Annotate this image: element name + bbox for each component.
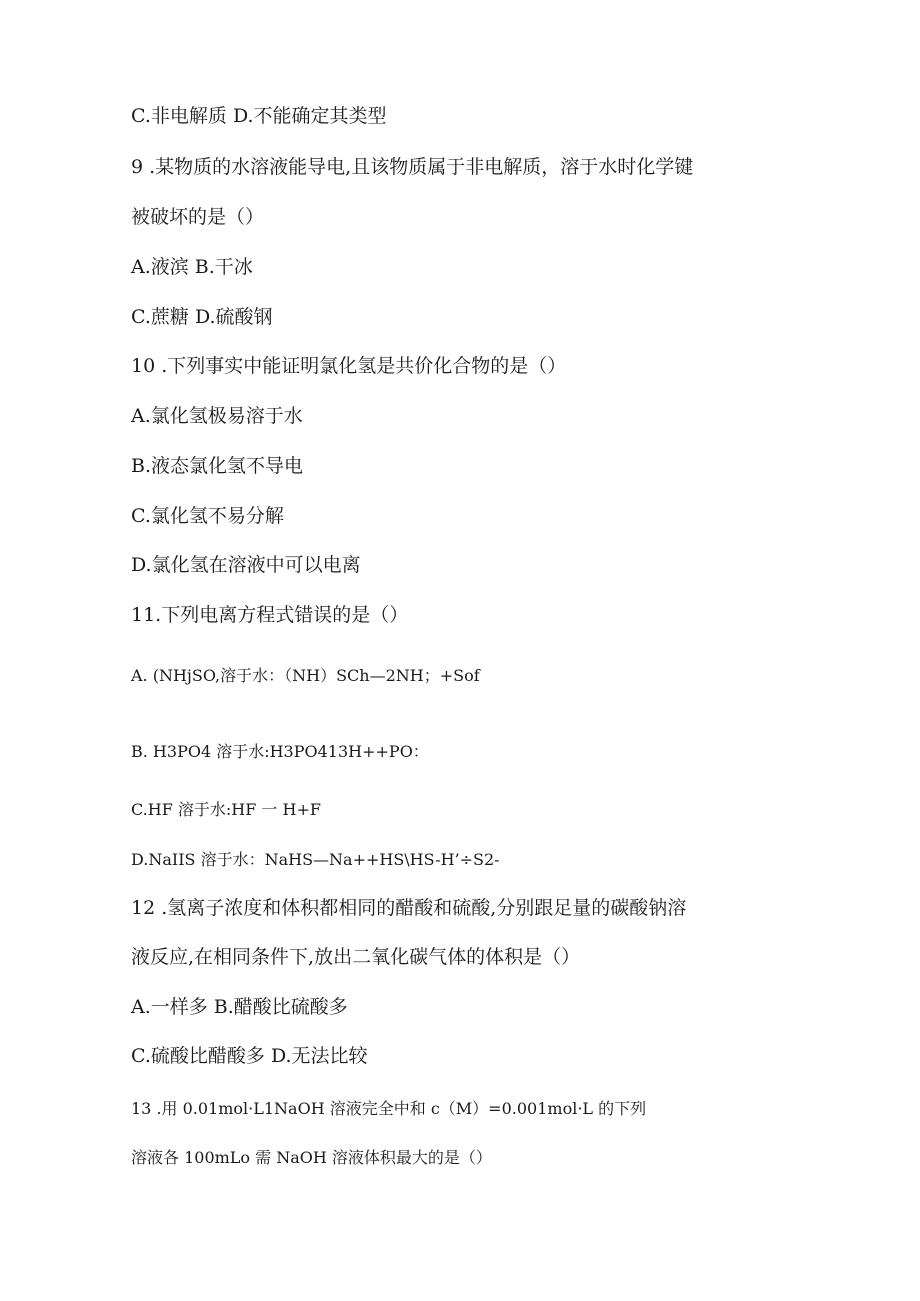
q12-stem-line2: 液反应,在相同条件下,放出二氧化碳气体的体积是（） bbox=[131, 946, 581, 968]
q9-options-cd: C.蔗糖 D.硫酸钢 bbox=[131, 306, 273, 328]
q10-option-d: D.氯化氢在溶液中可以电离 bbox=[131, 554, 361, 576]
q11-option-d: D.NaIIS 溶于水：NaHS—Na++HS\HS-H’÷S2- bbox=[131, 850, 500, 869]
q10-option-b: B.液态氯化氢不导电 bbox=[131, 455, 304, 477]
q11-option-a: A. (NHjSO,溶于水：（NH）SCh—2NH；+Sof bbox=[131, 666, 480, 685]
q13-stem-line2: 溶液各 100mLo 需 NaOH 溶液体积最大的是（） bbox=[131, 1148, 492, 1167]
q9-stem-line2: 被破坏的是（） bbox=[131, 206, 265, 228]
q12-options-ab: A.一样多 B.醋酸比硫酸多 bbox=[131, 996, 348, 1018]
q9-options-ab: A.液滨 B.干冰 bbox=[131, 256, 253, 278]
q12-stem-line1: 12 .氢离子浓度和体积都相同的醋酸和硫酸,分别跟足量的碳酸钠溶 bbox=[131, 897, 687, 919]
q8-options-cd: C.非电解质 D.不能确定其类型 bbox=[131, 105, 387, 127]
q9-stem-line1: 9 .某物质的水溶液能导电,且该物质属于非电解质，溶于水时化学键 bbox=[131, 156, 694, 178]
q11-option-c: C.HF 溶于水:HF 一 H+F bbox=[131, 800, 321, 819]
q10-option-c: C.氯化氢不易分解 bbox=[131, 505, 284, 527]
q10-option-a: A.氯化氢极易溶于水 bbox=[131, 405, 303, 427]
q10-stem: 10 .下列事实中能证明氯化氢是共价化合物的是（） bbox=[131, 355, 567, 377]
q12-options-cd: C.硫酸比醋酸多 D.无法比较 bbox=[131, 1045, 368, 1067]
q11-option-b: B. H3PO4 溶于水:H3PO413H++PO： bbox=[131, 742, 429, 761]
q13-stem-line1: 13 .用 0.01mol·L1NaOH 溶液完全中和 c（M）=0.001mol·L 的下列 bbox=[131, 1099, 647, 1118]
q11-stem: 11.下列电离方程式错误的是（） bbox=[131, 604, 409, 626]
